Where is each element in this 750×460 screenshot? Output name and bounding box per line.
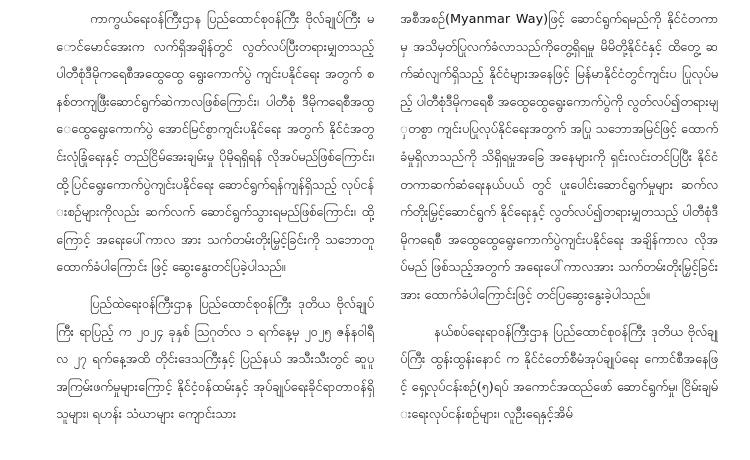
left-column xyxy=(56,6,374,460)
right-column xyxy=(400,6,718,460)
speech-border-affairs-minister-paragraph: နယ်စပ်ရေးရာဝန်ကြီးဌာန ပြည်ထောင်စုဝန်ကြီး ဒုတိယ ဗိုလ်ချုပ်ကြီး ထွန်းထွန်းနောင် က နိုင်ငံတော်စီမံအုပ်ချုပ်ရေး ကောင်စီအနေဖြင့် ရှေ့လုပ်ငန်းစဉ်(၅)ရပ် အကောင်အထည်ဖော် ဆောင်ရွက်မှု၊ ငြိမ်းချမ်းရေးလုပ်ငန်းစဉ်များ၊ လူဦးရေနှင့်အိမ် xyxy=(400,324,718,423)
myanmar-way-continuation-paragraph: အစီအစဉ်(Myanmar Way)ဖြင့် ဆောင်ရွက်ရမည်ကို နိုင်ငံတကာမှ အသိမှတ်ပြုလက်ခံလာသည်ကိုတွေ့ရှိရမှု မိမိတို့နိုင်ငံနှင့် ထိတွေ့ ဆက်ဆံလျက်ရှိသည့် နိုင်ငံများအနေဖြင့် မြန်မာနိုင်ငံတွင်ကျင်းပ ပြုလုပ်မည့် ပါတီစုံဒီမိုကရေစီ အထွေထွေရွေးကောက်ပွဲကို လွတ်လပ်၍တရားမျှတစွာ ကျင်းပပြုလုပ်နိုင်ရေးအတွက် အပြု သဘောအမြင်ဖြင့် ထောက်ခံမှုရှိလာသည်ကို သိရှိရမှုအခြေ အနေများကို ရှင်းလင်းတင်ပြပြီး နိုင်ငံတကာဆက်ဆံရေးနယ်ပယ် တွင် ပူးပေါင်းဆောင်ရွက်မှုများ ဆက်လက်တိုးမြှင့်ဆောင်ရွက် နိုင်ရေးနှင့် လွတ်လပ်၍တရားမျှတသည့် ပါတီစုံဒီမိုကရေစီ အထွေထွေရွေးကောက်ပွဲကျင်းပနိုင်ရေး အချိန်ကာလ လိုအပ်မည် ဖြစ်သည့်အတွက် အရေးပေါ်ကာလအား သက်တမ်းတိုးမြှင့်ခြင်း အား ထောက်ခံပါကြောင်းဖြင့် တင်ပြဆွေးနွေးခဲ့ပါသည်။ xyxy=(400,12,718,303)
speech-defence-minister-paragraph: ကာကွယ်ရေးဝန်ကြီးဌာန ပြည်ထောင်စုဝန်ကြီး ဗိုလ်ချုပ်ကြီး မောင်မောင်အေးက လက်ရှိအချိန်တွင် လွတ်လပ်ပြီးတရားမျှတသည့် ပါတီစုံဒီမိုကရေစီအထွေထွေ ရွေးကောက်ပွဲ ကျင်းပနိုင်ရေး အတွက် စနစ်တကျဖြီးဆောင်ရွက်ဆဲကာလဖြစ်ကြောင်း၊ ပါတီစုံ ဒီမိုကရေစီအထွေထွေရွေးကောက်ပွဲ အောင်မြင်စွာကျင်းပနိုင်ရေး အတွက် နိုင်ငံအတွင်းလုံခြုံရေးနှင့် တည်ငြိမ်အေးချမ်းမှု ပိုမိုရရှိရန် လိုအပ်မည်ဖြစ်ကြောင်း၊ ထို့ပြင်ရွေးကောက်ပွဲကျင်းပနိုင်ရေး ဆောင်ရွက်ရန်ကျန်ရှိသည့် လုပ်ငန်းစဉ်များကိုလည်း ဆက်လက် ဆောင်ရွက်သွားရမည်ဖြစ်ကြောင်း၊ ထို့ကြောင့် အရေးပေါ်ကာလ အား သက်တမ်းတိုးမြှင့်ခြင်းကို သဘောတူထောက်ခံပါကြောင်း ဖြင့် ဆွေးနွေးတင်ပြခဲ့ပါသည်။ xyxy=(56,12,374,276)
speech-home-affairs-minister-paragraph: ပြည်ထဲရေးဝန်ကြီးဌာန ပြည်ထောင်စုဝန်ကြီး ဒုတိယ ဗိုလ်ချုပ်ကြီး ရာပြည့် က ၂၀၂၄ ခုနှစ် ဩဂုတ်လ ၁ ရက်နေ့မှ ၂၀၂၅ ဇန်နဝါရီလ ၂၇ ရက်နေ့အထိ တိုင်းဒေသကြီးနှင့် ပြည်နယ် အသီးသီးတွင် ဆူပူအကြမ်းဖက်မှုများကြောင့် နိုင်ငံ့ဝန်ထမ်းနှင့် အုပ်ချုပ်ရေးခိုင်ရာတာဝန်ရှိသူများ၊ ရဟန်း သံဃာများ ကျောင်းသား xyxy=(56,296,374,423)
